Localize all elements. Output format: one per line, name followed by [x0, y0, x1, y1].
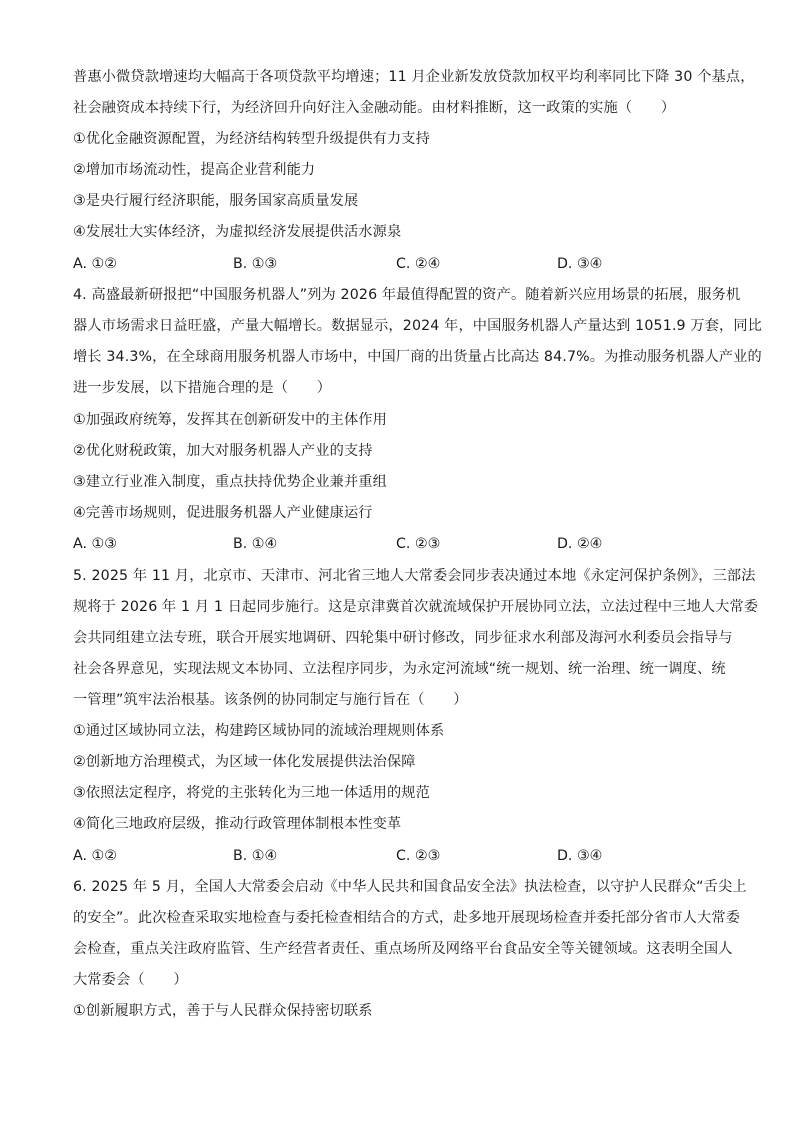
- q4-option-b[interactable]: B. ①④: [233, 536, 278, 552]
- q3-stem-line-2: 社会融资成本持续下行，为经济回升向好注入金融动能。由材料推断，这一政策的实施（ ）: [73, 100, 676, 116]
- q3-option-a[interactable]: A. ①②: [73, 256, 117, 272]
- q4-item-2: ②优化财税政策，加大对服务机器人产业的支持: [73, 443, 373, 459]
- q6-stem-line-4: 大常委会（ ）: [73, 972, 188, 988]
- q5-stem-line-4: 社会各界意见，实现法规文本协同、立法程序同步，为永定河流域“统一规划、统一治理、统一调度、统: [73, 661, 726, 677]
- q3-item-3: ③是央行履行经济职能，服务国家高质量发展: [73, 193, 359, 209]
- q3-stem-line-1: 普惠小微贷款增速均大幅高于各项贷款平均增速；11 月企业新发放贷款加权平均利率同比下降 30 个基点，: [73, 69, 755, 85]
- q4-stem-line-1: 4. 高盛最新研报把“中国服务机器人”列为 2026 年最值得配置的资产。随着新兴应用场景的拓展，服务机: [73, 287, 741, 303]
- q4-stem-line-3: 增长 34.3%，在全球商用服务机器人市场中，中国厂商的出货量占比高达 84.7%。为推动服务机器人产业的: [73, 349, 762, 365]
- q5-item-3: ③依照法定程序，将党的主张转化为三地一体适用的规范: [73, 785, 430, 801]
- q6-stem-line-3: 会检查，重点关注政府监管、生产经营者责任、重点场所及网络平台食品安全等关键领域。这表明全国人: [73, 941, 733, 957]
- q5-item-1: ①通过区域协同立法，构建跨区域协同的流域治理规则体系: [73, 723, 445, 739]
- q4-option-d[interactable]: D. ②④: [557, 536, 603, 552]
- q5-stem-line-1: 5. 2025 年 11 月，北京市、天津市、河北省三地人大常委会同步表决通过本地《永定河保护条例》，三部法: [73, 568, 756, 584]
- q3-item-4: ④发展壮大实体经济，为虚拟经济发展提供活水源泉: [73, 224, 402, 240]
- q4-item-3: ③建立行业准入制度，重点扶持优势企业兼并重组: [73, 474, 387, 490]
- q5-option-b[interactable]: B. ①④: [233, 848, 278, 864]
- q5-stem-line-5: 一管理”筑牢法治根基。该条例的协同制定与施行旨在（ ）: [73, 692, 468, 708]
- q5-item-4: ④简化三地政府层级，推动行政管理体制根本性变革: [73, 816, 402, 832]
- q4-option-c[interactable]: C. ②③: [396, 536, 441, 552]
- q4-item-1: ①加强政府统筹，发挥其在创新研发中的主体作用: [73, 412, 387, 428]
- q3-option-b[interactable]: B. ①③: [233, 256, 278, 272]
- q5-option-a[interactable]: A. ①②: [73, 848, 117, 864]
- q6-stem-line-1: 6. 2025 年 5 月，全国人大常委会启动《中华人民共和国食品安全法》执法检查，以守护人民群众“舌尖上: [73, 879, 747, 895]
- q6-stem-line-2: 的安全”。此次检查采取实地检查与委托检查相结合的方式，赴多地开展现场检查并委托部分省市人大常委: [73, 910, 741, 926]
- q4-stem-line-2: 器人市场需求日益旺盛，产量大幅增长。数据显示，2024 年，中国服务机器人产量达到 1051.9 万套，同比: [73, 318, 763, 334]
- q3-option-d[interactable]: D. ③④: [557, 256, 603, 272]
- q3-item-1: ①优化金融资源配置，为经济结构转型升级提供有力支持: [73, 131, 430, 147]
- q5-item-2: ②创新地方治理模式，为区域一体化发展提供法治保障: [73, 754, 416, 770]
- q3-item-2: ②增加市场流动性，提高企业营利能力: [73, 162, 316, 178]
- q4-option-a[interactable]: A. ①③: [73, 536, 117, 552]
- q5-option-c[interactable]: C. ②③: [396, 848, 441, 864]
- q4-stem-line-4: 进一步发展，以下措施合理的是（ ）: [73, 380, 332, 396]
- q5-option-d[interactable]: D. ③④: [557, 848, 603, 864]
- q4-item-4: ④完善市场规则，促进服务机器人产业健康运行: [73, 505, 373, 521]
- q6-item-1: ①创新履职方式，善于与人民群众保持密切联系: [73, 1003, 373, 1019]
- q5-stem-line-3: 会共同组建立法专班，联合开展实地调研、四轮集中研讨修改，同步征求水利部及海河水利委员会指导与: [73, 630, 733, 646]
- q5-stem-line-2: 规将于 2026 年 1 月 1 日起同步施行。这是京津冀首次就流域保护开展协同立法，立法过程中三地人大常委: [73, 599, 759, 615]
- q3-option-c[interactable]: C. ②④: [396, 256, 441, 272]
